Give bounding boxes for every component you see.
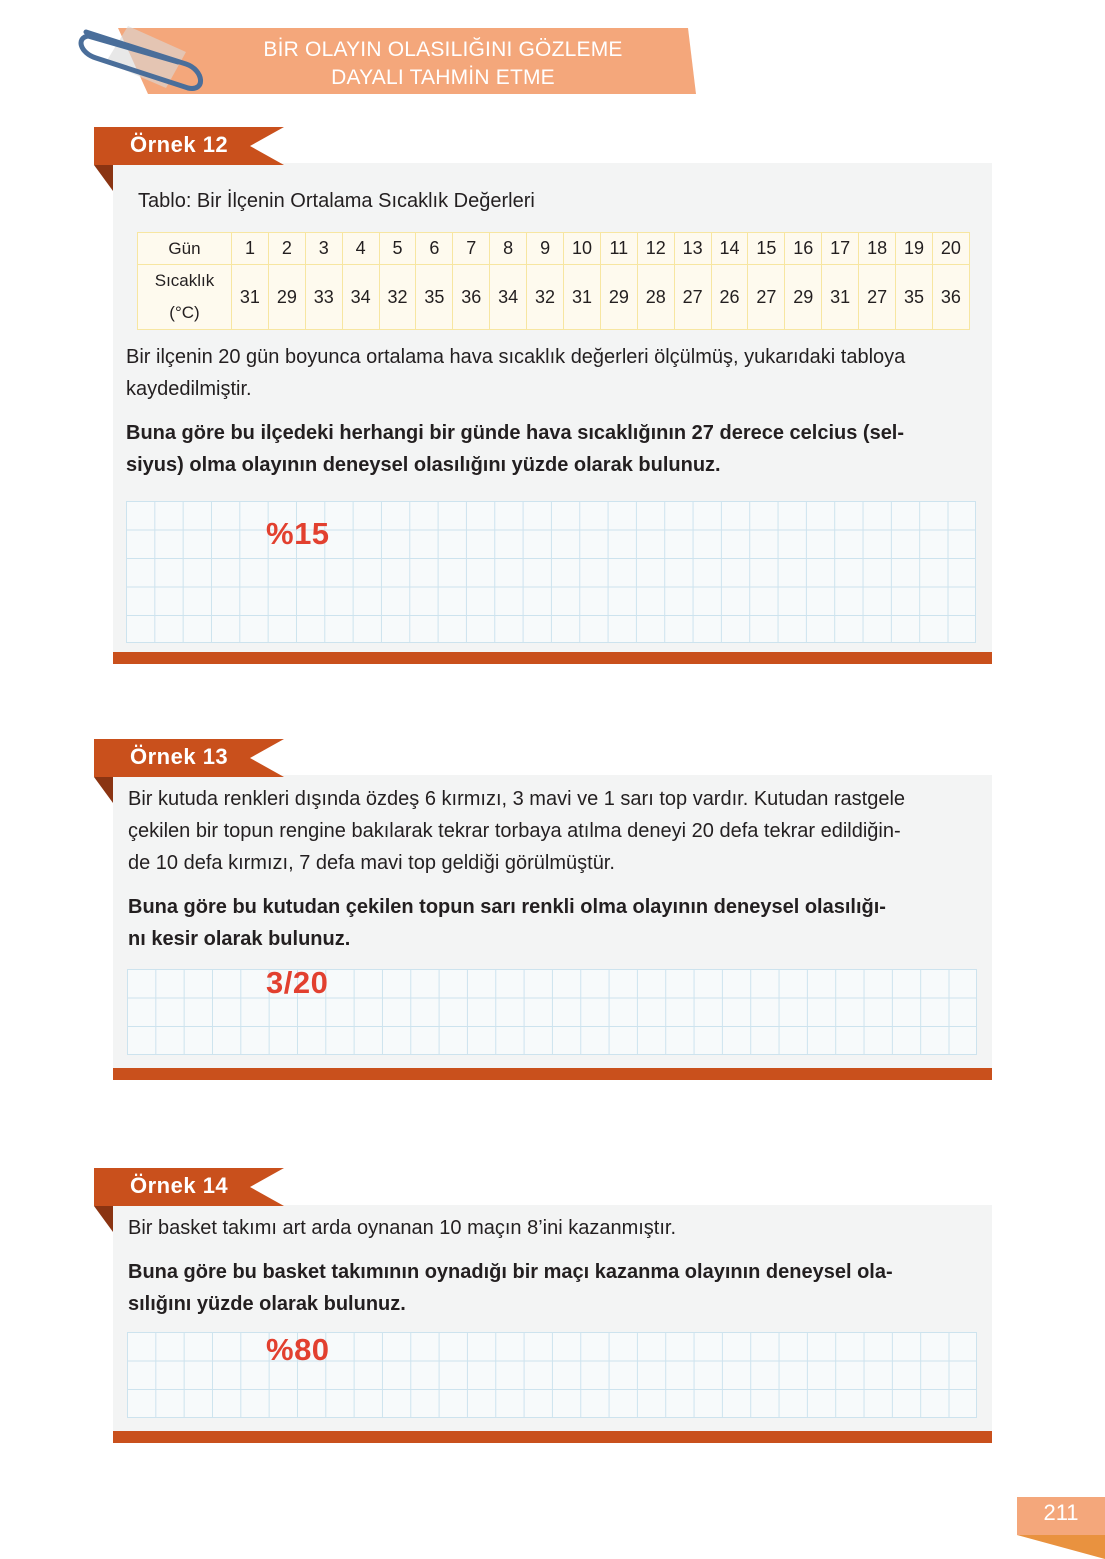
table-cell-temp: 35 [896,265,933,330]
paperclip-icon [66,22,216,97]
example-14-answer: %80 [266,1332,330,1367]
temperature-header-line1: Sıcaklık [154,271,215,290]
table-cell-day: 4 [342,233,379,265]
table-cell-day: 9 [527,233,564,265]
table-cell-temp: 33 [305,265,342,330]
example-12-question [126,417,904,481]
example-14-question-line2: sılığını yüzde olarak bulunuz. [128,1293,406,1315]
example-12-text-line1: Bir ilçenin 20 gün boyunca ortalama hava sıcaklık değerleri ölçülmüş, yukarıdaki tabloya [126,346,906,368]
table-cell-day: 6 [416,233,453,265]
table-cell-temp: 29 [600,265,637,330]
table-cell-temp: 29 [785,265,822,330]
chapter-title-line2: DAYALI TAHMİN ETME [331,66,555,89]
table-cell-day: 3 [305,233,342,265]
example-14-text-line1: Bir basket takımı art arda oynanan 10 maçın 8’ini kazanmıştır. [128,1217,677,1239]
temperature-header-line2: (°C) [169,303,200,322]
table-cell-day: 11 [600,233,637,265]
example-14-answer-grid [127,1332,977,1418]
table-cell-temp: 28 [637,265,674,330]
example-12-text-line2: kaydedilmiştir. [126,378,252,400]
page-number: 211 [1043,1500,1079,1525]
chapter-title-line1: BİR OLAYIN OLASILIĞINI GÖZLEME [263,38,623,61]
example-12-answer: %15 [266,516,330,551]
table-cell-temp: 36 [453,265,490,330]
example-12-tag [94,127,284,165]
example-13-question-line1: Buna göre bu kutudan çekilen topun sarı renkli olma olayının deneysel olasılığı- [128,896,886,918]
table-cell-day: 19 [896,233,933,265]
example-13-tag-label: Örnek 13 [130,744,229,769]
example-14-tag-label: Örnek 14 [130,1173,229,1198]
table-cell-temp: 35 [416,265,453,330]
table-cell-day: 12 [637,233,674,265]
page-number-tab [1017,1497,1105,1559]
table-cell-temp: 27 [748,265,785,330]
example-13-text [128,783,905,879]
example-13-answer-grid [127,969,977,1055]
table-cell-temp: 31 [232,265,269,330]
example-12-bottom-bar [113,652,992,664]
table-cell-day: 1 [232,233,269,265]
example-13-tag [94,739,284,777]
table-cell-temp: 29 [268,265,305,330]
table-cell-day: 14 [711,233,748,265]
table-row-days [138,233,970,265]
table-cell-temp: 31 [822,265,859,330]
table-cell-temp: 27 [859,265,896,330]
example-14-text [128,1212,676,1244]
table-cell-temp: 34 [342,265,379,330]
table-cell-day: 7 [453,233,490,265]
example-13-answer: 3/20 [266,965,329,1000]
example-12-question-line2: siyus) olma olayının deneysel olasılığını yüzde olarak bulunuz. [126,454,721,476]
table-cell-temp: 27 [674,265,711,330]
table-cell-day: 18 [859,233,896,265]
example-14-tag [94,1168,284,1206]
table-header-day: Gün [138,233,232,265]
table-cell-temp: 26 [711,265,748,330]
table-header-temperature [138,265,232,330]
example-14-question-line1: Buna göre bu basket takımının oynadığı bir maçı kazanma olayının deneysel ola- [128,1261,893,1283]
table-cell-temp: 32 [379,265,416,330]
example-13-question [128,891,886,955]
temperature-table [137,232,970,330]
table-cell-day: 15 [748,233,785,265]
table-cell-temp: 32 [527,265,564,330]
table-cell-day: 8 [490,233,527,265]
example-14-question [128,1256,893,1320]
example-12-answer-grid [126,501,976,643]
example-12-tag-label: Örnek 12 [130,132,229,157]
example-13-text-line3: de 10 defa kırmızı, 7 defa mavi top geldiği görülmüştür. [128,852,615,874]
table-cell-day: 17 [822,233,859,265]
table-cell-day: 13 [674,233,711,265]
example-12-text [126,341,905,405]
table-cell-temp: 31 [564,265,601,330]
example-13-bottom-bar [113,1068,992,1080]
table-cell-temp: 34 [490,265,527,330]
table-row-temps [138,265,970,330]
table-cell-day: 5 [379,233,416,265]
table-cell-day: 16 [785,233,822,265]
table-cell-temp: 36 [932,265,969,330]
example-13-text-line2: çekilen bir topun rengine bakılarak tekrar torbaya atılma deneyi 20 defa tekrar edildiğin- [128,820,901,842]
example-13-question-line2: nı kesir olarak bulunuz. [128,928,351,950]
example-13-text-line1: Bir kutuda renkleri dışında özdeş 6 kırmızı, 3 mavi ve 1 sarı top vardır. Kutudan rastgele [128,788,906,810]
table-cell-day: 10 [564,233,601,265]
table-cell-day: 20 [932,233,969,265]
example-12-question-line1: Buna göre bu ilçedeki herhangi bir günde hava sıcaklığının 27 derece celcius (sel- [126,422,905,444]
table-title: Tablo: Bir İlçenin Ortalama Sıcaklık Değerleri [138,190,535,212]
table-cell-day: 2 [268,233,305,265]
example-14-bottom-bar [113,1431,992,1443]
